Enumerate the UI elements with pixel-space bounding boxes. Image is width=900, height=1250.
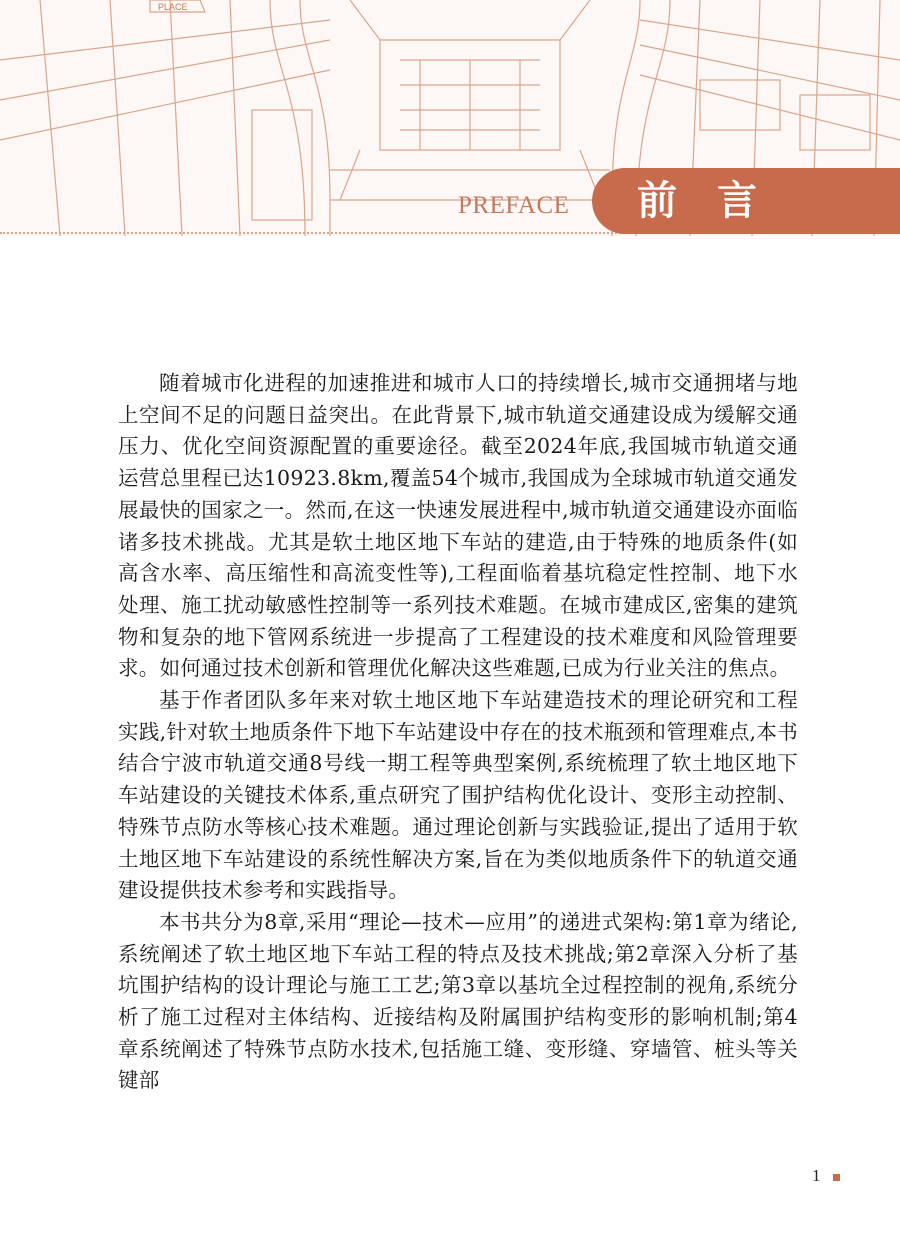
preface-label: PREFACE bbox=[458, 192, 570, 219]
paragraph-3: 本书共分为8章,采用“理论—技术—应用”的递进式架构:第1章为绪论,系统阐述了软土地区地下车站工程的特点及技术挑战;第2章深入分析了基坑围护结构的设计理论与施工工艺;第3章以基坑全过程控制的视角,系统分析了施工过程对主体结构、近接结构及附属围护结构变形的影响机制;第4章系统阐述了特殊节点防水技术,包括施工缝、变形缝、穿墙管、桩头等关键部 bbox=[118, 909, 798, 1093]
paragraph-2: 基于作者团队多年来对软土地区地下车站建造技术的理论研究和工程实践,针对软土地质条件下地下车站建设中存在的技术瓶颈和管理难点,本书结合宁波市轨道交通8号线一期工程等典型案例,系统梳理了软土地区地下车站建设的关键技术体系,重点研究了围护结构优化设计、变形主动控制、特殊节点防水等核心技术难题。通过理论创新与实践验证,提出了适用于软土地区地下车站建设的系统性解决方案,旨在为类似地质条件下的轨道交通建设提供技术参考和实践指导。 bbox=[118, 688, 798, 903]
paragraph-1: 随着城市化进程的加速推进和城市人口的持续增长,城市交通拥堵与地上空间不足的问题日益突出。在此背景下,城市轨道交通建设成为缓解交通压力、优化空间资源配置的重要途径。截至2024年底,我国城市轨道交通运营总里程已达10923.8km,覆盖54个城市,我国成为全球城市轨道交通发展最快的国家之一。然而,在这一快速发展进程中,城市轨道交通建设亦面临诸多技术挑战。尤其是软土地区地下车站的建造,由于特殊的地质条件(如高含水率、高压缩性和高流变性等),工程面临着基坑稳定性控制、地下水处理、施工扰动敏感性控制等一系列技术难题。在城市建成区,密集的建筑物和复杂的地下管网系统进一步提高了工程建设的技术难度和风险管理要求。如何通过技术创新和管理优化解决这些难题,已成为行业关注的焦点。 bbox=[118, 371, 798, 681]
preface-body bbox=[118, 368, 798, 1097]
page-number: 1 bbox=[812, 1166, 821, 1185]
sign-text: PLACE bbox=[158, 2, 188, 12]
page-title: 前言 bbox=[637, 178, 797, 224]
page-marker-square bbox=[833, 1174, 840, 1181]
